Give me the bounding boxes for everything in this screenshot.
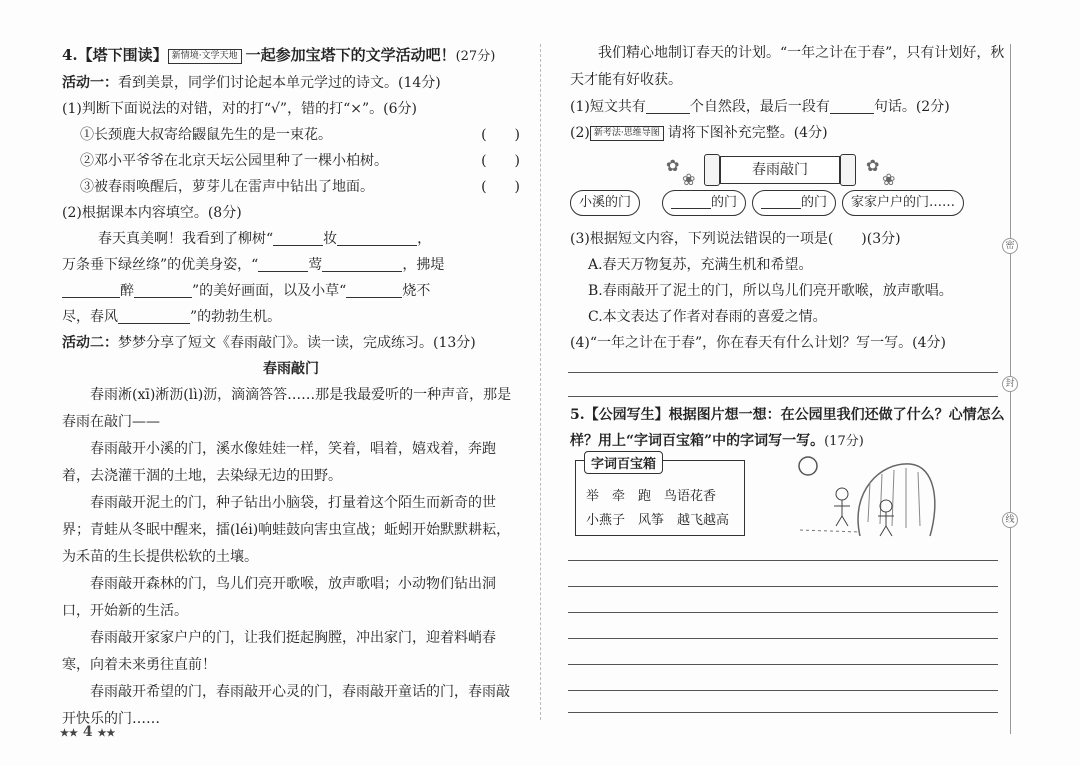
star-icon: ★★ [97,728,116,739]
q-text: (1)短文共有 [570,99,646,115]
writing-line[interactable] [568,586,998,587]
chain-node [752,190,836,216]
fill-line-1 [62,226,520,252]
child-figure-icon [880,500,892,512]
child-figure-icon [836,488,848,500]
fill-text: 万条垂下绿丝绦”的优美身姿，“ [62,257,259,273]
judge-item [62,122,520,148]
fill-blank[interactable] [671,195,711,209]
writing-line[interactable] [568,712,998,713]
right-q4: (4)“一年之计在于春”，你在春天有什么计划？写一写。(4分) [570,335,946,351]
answer-line[interactable] [568,372,998,373]
question-number: 5. [570,407,585,423]
judge-item [62,148,520,174]
passage-paragraph: 春雨敲开森林的门，鸟儿们亮开歌喉，放声歌唱；小动物们钻出洞口，开始新的生活。 [62,576,496,619]
question-badge: 新情境·文学天地 [168,49,242,64]
chain-node: 家家户户的门…… [842,190,964,216]
fill-blank[interactable] [346,280,402,298]
fill-blank[interactable] [322,254,402,272]
writing-line[interactable] [568,690,998,691]
question-tag: 【公园写生】 [584,407,669,423]
q-text: (2) [570,125,590,141]
page-footer [60,724,115,740]
fill-text: ”的勃勃生机。 [190,309,282,325]
page-number: 4 [82,724,93,740]
passage-paragraph: 我们精心地制订春天的计划。“一年之计在于春”，只有计划好，秋天才能有好收获。 [570,45,1005,88]
word-box [575,457,745,536]
question-5-heading [570,402,1010,455]
right-q1 [570,94,1010,120]
left-column [62,40,520,733]
sub-question-1: (1)判断下面说法的对错，对的打“√”，错的打“×”。(6分) [62,101,417,117]
fill-text: ”的美好画面，以及小草“ [192,283,347,299]
fill-blank[interactable] [62,280,120,298]
judge-text: ③被春雨唤醒后，萝芽儿在雷声中钻出了地面。 [80,179,374,195]
flower-icon: ✿ [866,156,880,175]
passage-paragraph: 春雨淅(xī)淅沥(lì)沥，滴滴答答……那是我最爱听的一种声音，那是春雨在敲门—— [62,387,512,430]
question-title: 一起参加宝塔下的文学活动吧！ [245,46,456,64]
passage-continued [570,40,1010,94]
activity-label: 活动一： [62,75,118,91]
binding-mark: 线 [1002,512,1018,528]
fill-blank[interactable] [337,228,417,246]
fill-blank[interactable] [118,306,190,324]
activity-2-line [62,330,520,356]
fill-line-4 [62,304,520,330]
fill-text: 春天真美啊！我看到了柳树“ [98,231,274,247]
activity-label: 活动二： [62,335,118,351]
mind-map-title: 春雨敲门 [720,156,840,184]
right-column [570,40,1010,146]
child-body-icon [834,500,850,526]
fill-text: 莺 [308,257,323,273]
option-c[interactable]: C.本文表达了作者对春雨的喜爱之情。 [588,309,827,325]
passage-title: 春雨敲门 [263,361,319,377]
fill-blank[interactable] [830,96,874,114]
fill-text: 醉 [120,283,134,299]
flower-icon: ✿ [666,156,680,175]
question-4-heading [62,40,520,70]
sun-icon [799,457,817,475]
park-illustration [790,452,940,540]
question-points: (17分) [824,434,864,449]
judge-text: ①长颈鹿大叔寄给鼹鼠先生的是一束花。 [80,127,332,143]
passage-body [62,382,520,733]
chain-node: 小溪的门 [570,190,640,216]
judge-text: ②邓小平爷爷在北京天坛公园里种了一棵小柏树。 [80,153,388,169]
binding-mark: 封 [1002,376,1018,392]
word-box-line: 小燕子 风筝 越飞越高 [586,513,730,528]
star-icon: ★★ [60,728,78,739]
q-text: 个自然段，最后一段有 [689,99,830,115]
activity-1-line [62,70,520,96]
fill-blank[interactable] [761,195,801,209]
fill-blank[interactable] [134,280,192,298]
right-q2 [570,120,1010,146]
answer-line[interactable] [568,396,998,397]
q-text: 请将下图补充完整。(4分) [667,125,828,141]
column-divider [540,44,541,720]
fill-blank[interactable] [258,254,308,272]
answer-paren[interactable]: ( ) [481,127,520,143]
fill-blank[interactable] [273,228,323,246]
writing-line[interactable] [568,560,998,561]
chain-text: 的门 [801,195,828,210]
scroll-end-icon [704,154,720,186]
option-b[interactable]: B.春雨敲开了泥土的门，所以鸟儿们亮开歌喉，放声歌唱。 [588,283,953,299]
ground-line [800,530,860,532]
passage-paragraph: 春雨敲开小溪的门，溪水像娃娃一样，笑着，唱着，嬉戏着，奔跑着，去浇灌干涸的土地，去染绿无边的田野。 [62,441,496,484]
scroll-end-icon [840,154,856,186]
flower-icon: ❀ [682,170,696,189]
question-badge: 新考法·思维导图 [590,126,664,141]
fill-text: 尽，春风 [62,309,118,325]
passage-paragraph: 春雨敲开泥土的门，种子钻出小脑袋，打量着这个陌生而新奇的世界；青蛙从冬眠中醒来，擂(léi)响蛙鼓向害虫宣战；蚯蚓开始默默耕耘，为禾苗的生长提供松软的土壤。 [62,495,511,565]
writing-line[interactable] [568,612,998,613]
fill-text: 烧不 [402,283,431,299]
answer-paren[interactable]: ( ) [481,153,520,169]
q-text: 句话。(2分) [873,99,950,115]
answer-paren[interactable]: ( ) [481,179,520,195]
fill-text: 妆 [323,231,338,247]
word-box-line: 举 牵 跑 鸟语花香 [586,489,717,504]
writing-line[interactable] [568,664,998,665]
option-a[interactable]: A.春天万物复苏，充满生机和希望。 [588,257,813,273]
writing-line[interactable] [568,638,998,639]
activity-text: 看到美景，同学们讨论起本单元学过的诗文。(14分) [118,75,441,91]
passage-paragraph: 春雨敲开希望的门，春雨敲开心灵的门，春雨敲开童话的门，春雨敲开快乐的门…… [62,684,510,727]
right-q3: (3)根据短文内容，下列说法错误的一项是( )(3分) [570,231,901,247]
chain-node [662,190,746,216]
fill-line-2 [62,252,520,278]
question-5 [570,402,1010,455]
passage-paragraph: 春雨敲开家家户户的门，让我们挺起胸膛，冲出家门，迎着料峭春寒，向着未来勇往直前！ [62,630,496,673]
sub-question-2: (2)根据课本内容填空。(8分) [62,205,242,221]
fill-line-3 [62,278,520,304]
chain-text: 的门 [711,195,738,210]
word-box-title: 字词百宝箱 [584,451,663,474]
fill-blank[interactable] [646,96,690,114]
right-column-lower [570,226,1010,356]
flower-icon: ❀ [882,170,896,189]
question-number: 4. [62,46,78,64]
judge-item [62,174,520,200]
fill-text: ，拂堤 [402,257,445,273]
question-tag: 【塔下围读】 [77,46,168,64]
mind-map [570,152,1000,218]
binding-mark: 密 [1002,238,1018,254]
question-points: (27分) [455,49,496,64]
activity-text: 梦梦分享了短文《春雨敲门》。读一读，完成练习。(13分) [118,335,476,351]
fill-text: ， [417,231,432,247]
question-title: 根据图片想一想：在公园里我们还做了什么？心情怎么样？用上“字词百宝箱”中的字词写一写。 [570,407,1005,449]
